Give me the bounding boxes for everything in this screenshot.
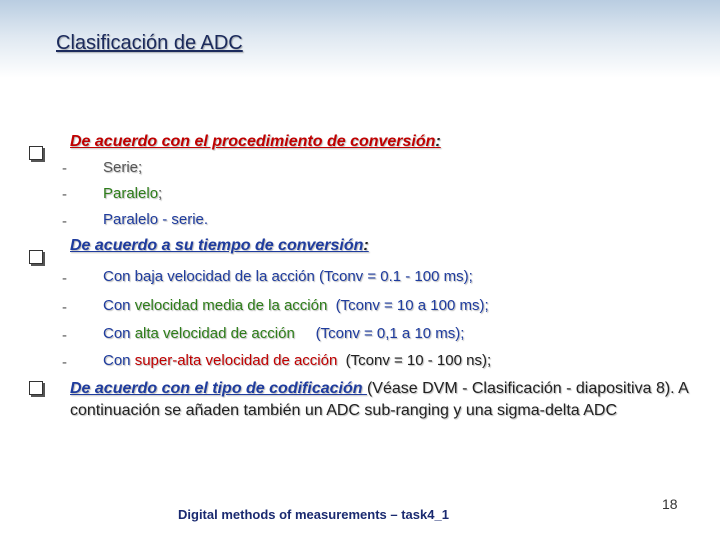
list-dash: - <box>62 160 67 177</box>
list-item: Paralelo - serie. <box>103 211 209 228</box>
item-prefix: Con <box>103 352 135 369</box>
checkbox-square-icon <box>29 250 43 264</box>
list-item <box>103 352 491 369</box>
checkbox-square-icon <box>29 146 43 160</box>
section2-heading-suffix: : <box>363 237 369 254</box>
section3-text: (Véase DVM - Clasificación - diapositiva 8). A continuación se añaden también un ADC sub-ranging y una sigma-delta ADC <box>70 380 688 419</box>
section3-heading: De acuerdo con el tipo de codificación <box>70 380 367 397</box>
item-prefix: Con <box>103 325 135 342</box>
item-text-colored: alta velocidad de acción <box>134 325 295 342</box>
item-text-rest: (Tconv = 0,1 a 10 ms); <box>294 325 465 342</box>
item-text-colored: velocidad media de la acción <box>134 297 328 314</box>
list-dash: - <box>62 299 67 316</box>
list-item: Serie; <box>103 159 143 176</box>
list-item <box>103 325 464 342</box>
list-item <box>103 297 489 314</box>
list-dash: - <box>62 354 67 371</box>
section1-heading-suffix: : <box>435 133 441 150</box>
list-dash: - <box>62 270 67 287</box>
section1-heading <box>70 133 441 151</box>
footer-text: Digital methods of measurements – task4_1 <box>178 507 449 522</box>
section3-paragraph <box>70 378 700 422</box>
slide-title: Clasificación de ADC <box>56 32 243 54</box>
item-text-rest: (Tconv = 10 a 100 ms); <box>327 297 489 314</box>
list-item <box>103 185 162 202</box>
checkbox-square-icon <box>29 381 43 395</box>
item-text-colored: super-alta velocidad de acción <box>134 352 338 369</box>
section2-heading <box>70 237 369 255</box>
list-dash: - <box>62 327 67 344</box>
section1-heading-text: De acuerdo con el procedimiento de conversión <box>70 133 436 150</box>
item-text-rest: (Tconv = 10 - 100 ns); <box>337 352 492 369</box>
page-number: 18 <box>662 496 678 512</box>
item-text-rest: ; <box>158 185 163 202</box>
list-item: Con baja velocidad de la acción (Tconv = 0.1 - 100 ms); <box>103 268 473 285</box>
item-prefix: Con <box>103 297 135 314</box>
item-text-colored: Paralelo <box>103 185 159 202</box>
list-dash: - <box>62 213 67 230</box>
list-dash: - <box>62 186 67 203</box>
section2-heading-text: De acuerdo a su tiempo de conversión <box>70 237 364 254</box>
